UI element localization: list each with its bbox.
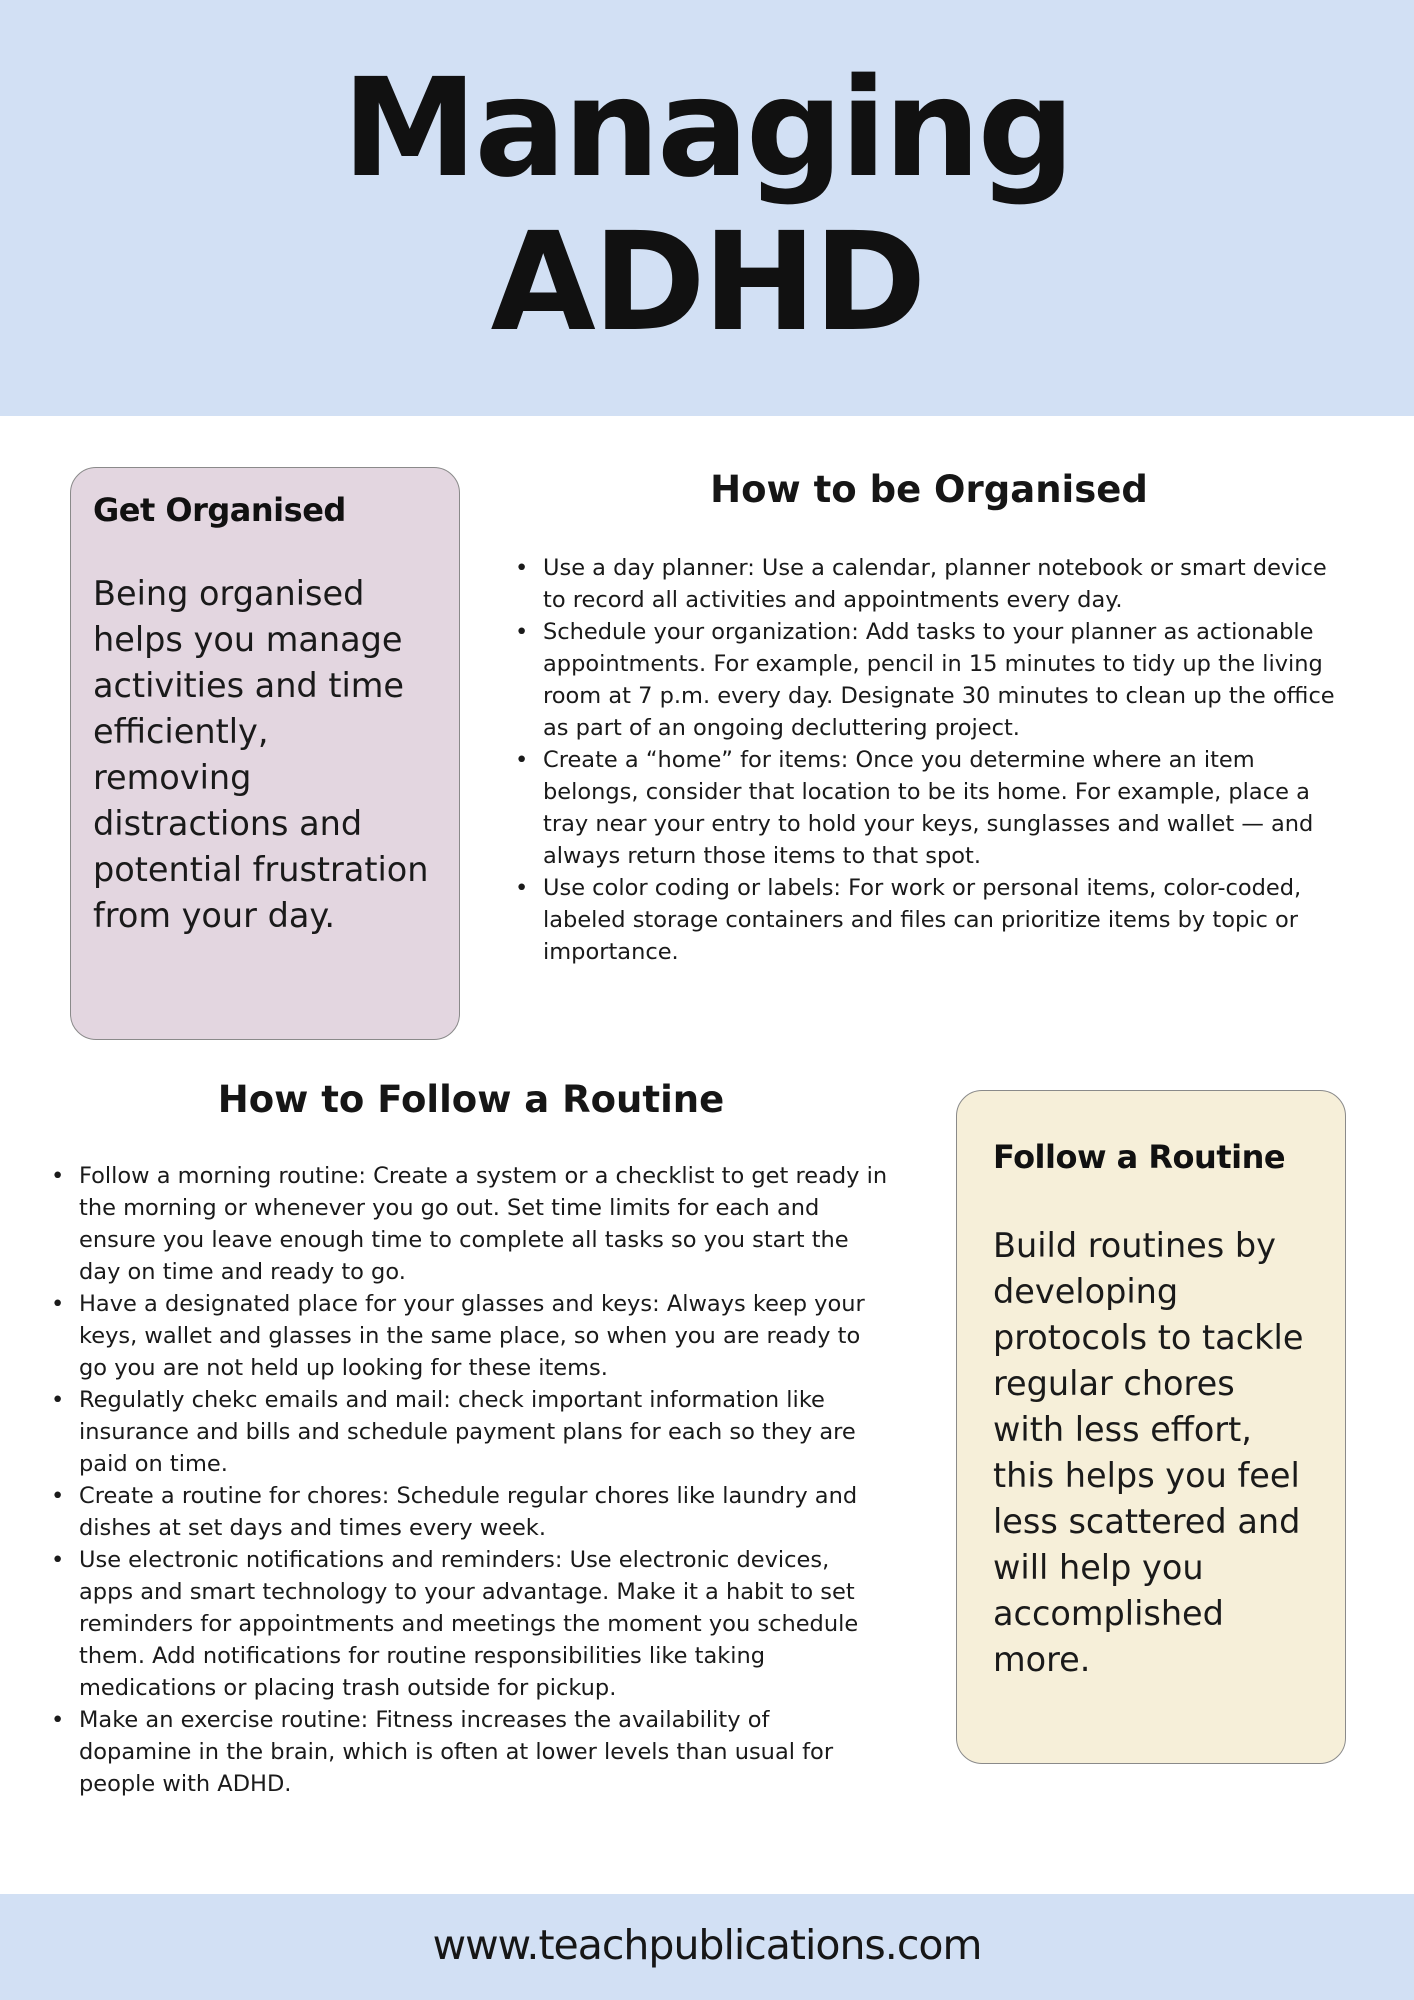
bullet-icon: • [51, 1291, 65, 1317]
bullet-icon: • [51, 1547, 65, 1573]
list-item [48, 1384, 888, 1480]
bullet-icon: • [515, 555, 529, 581]
bullet-icon: • [515, 747, 529, 773]
list-item-text: Use electronic notifications and reminders: Use electronic devices, apps and smart technology to your advantage. Make it a habit to set reminders for appointments and meetings the moment you schedule them. Add notifications for routine responsibilities like taking medications or placing trash outside for pickup. [79, 1547, 859, 1701]
list-item-text: Create a routine for chores: Schedule regular chores like laundry and dishes at set days and times every week. [79, 1483, 858, 1541]
list-item-text: Regulatly chekc emails and mail: check important information like insurance and bills and schedule payment plans for each so they are paid on time. [79, 1387, 856, 1477]
follow-a-routine-card-title: Follow a Routine [993, 1138, 1286, 1176]
list-item-text: Use color coding or labels: For work or personal items, color-coded, labeled storage containers and files can prioritize items by topic or importance. [543, 875, 1302, 965]
list-item-text: Follow a morning routine: Create a system or a checklist to get ready in the morning or whenever you go out. Set time limits for each and ensure you leave enough time to complete all tasks so you start the day on time and ready to go. [79, 1163, 888, 1285]
bullet-icon: • [51, 1707, 65, 1733]
list-item [48, 1288, 888, 1384]
organised-tips-list [512, 552, 1354, 968]
how-to-be-organised-heading: How to be Organised [710, 468, 1148, 511]
bullet-icon: • [51, 1483, 65, 1509]
get-organised-card-title: Get Organised [93, 491, 346, 529]
bullet-icon: • [515, 875, 529, 901]
bullet-icon: • [51, 1163, 65, 1189]
follow-a-routine-card-text: Build routines by developing protocols to tackle regular chores with less effort, this helps you feel less scattered and will help you accomplished more. [993, 1226, 1304, 1679]
page-title-line-2: ADHD [490, 204, 924, 362]
bullet-icon: • [51, 1387, 65, 1413]
page-title [0, 52, 1414, 360]
list-item [512, 744, 1354, 872]
get-organised-card-text: Being organised helps you manage activities and time efficiently, removing distractions and potential frustration from your day. [93, 574, 429, 935]
list-item [48, 1480, 888, 1544]
how-to-follow-a-routine-heading: How to Follow a Routine [217, 1078, 725, 1121]
list-item [512, 616, 1354, 744]
list-item-text: Create a “home” for items: Once you determine where an item belongs, consider that location to be its home. For example, place a tray near your entry to hold your keys, sunglasses and wallet — and always return those items to that spot. [543, 747, 1314, 869]
list-item [512, 552, 1354, 616]
bullet-icon: • [515, 619, 529, 645]
list-item [48, 1704, 888, 1800]
get-organised-card [70, 467, 460, 1040]
list-item [48, 1544, 888, 1704]
list-item-text: Use a day planner: Use a calendar, planner notebook or smart device to record all activities and appointments every day. [543, 555, 1327, 613]
list-item-text: Have a designated place for your glasses and keys: Always keep your keys, wallet and glasses in the same place, so when you are ready to go you are not held up looking for these items. [79, 1291, 865, 1381]
list-item [48, 1160, 888, 1288]
list-item-text: Make an exercise routine: Fitness increases the availability of dopamine in the brain, which is often at lower levels than usual for people with ADHD. [79, 1707, 834, 1797]
routine-tips-list [48, 1160, 888, 1800]
list-item-text: Schedule your organization: Add tasks to your planner as actionable appointments. For example, pencil in 15 minutes to tidy up the living room at 7 p.m. every day. Designate 30 minutes to clean up the office as part of an ongoing decluttering project. [543, 619, 1335, 741]
list-item [512, 872, 1354, 968]
page-title-line-1: Managing [342, 50, 1072, 208]
follow-a-routine-card [956, 1090, 1346, 1764]
footer-website-url: www.teachpublications.com [432, 1921, 982, 1969]
